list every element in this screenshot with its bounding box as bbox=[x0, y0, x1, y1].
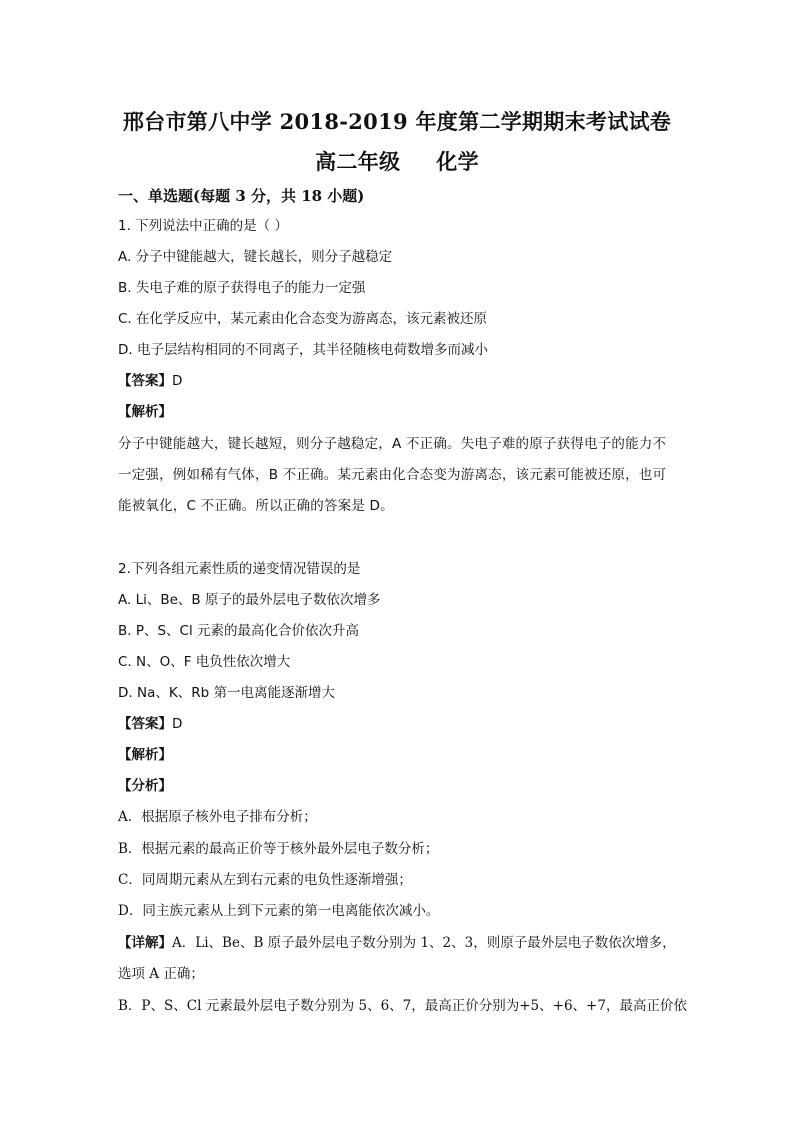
q2-fenxi-tag: 【分析】 bbox=[118, 778, 172, 794]
q2-answer bbox=[118, 715, 182, 733]
q2-fenxi-line-2: B．根据元素的最高正价等于核外最外层电子数分析； bbox=[118, 841, 439, 857]
exam-subtitle bbox=[0, 146, 794, 176]
q1-option-b: B. 失电子难的原子获得电子的能力一定强 bbox=[118, 280, 366, 296]
q2-detail-tag: 【详解】 bbox=[118, 935, 172, 951]
section-heading: 一、单选题(每题 3 分，共 18 小题) bbox=[118, 187, 365, 205]
q2-option-d: D. Na、K、Rb 第一电离能逐渐增大 bbox=[118, 685, 335, 701]
q1-analysis-line-1: 分子中键能越大，键长越短，则分子越稳定，A 不正确。失电子难的原子获得电子的能力不 bbox=[118, 436, 667, 452]
q2-detail-line-2: 选项 A 正确； bbox=[118, 966, 204, 982]
q2-fenxi-line-1: A．根据原子核外电子排布分析； bbox=[118, 809, 317, 825]
exam-title: 邢台市第八中学 2018-2019 年度第二学期期末考试试卷 bbox=[122, 109, 672, 134]
grade-label: 高二年级 bbox=[315, 149, 401, 174]
q1-answer bbox=[118, 372, 182, 390]
q2-detail-line-3: B．P、S、Cl 元素最外层电子数分别为 5、6、7，最高正价分别为+5、+6、+7，最高正价依 bbox=[118, 998, 687, 1014]
q2-option-a: A. Li、Be、B 原子的最外层电子数依次增多 bbox=[118, 592, 381, 608]
q2-detail-text-1: A．Li、Be、B 原子最外层电子数分别为 1、2、3，则原子最外层电子数依次增多， bbox=[172, 935, 676, 951]
q2-option-c: C. N、O、F 电负性依次增大 bbox=[118, 654, 291, 670]
subject-label: 化学 bbox=[436, 149, 479, 174]
q2-answer-value: D bbox=[172, 716, 183, 732]
q2-fenxi-line-3: C．同周期元素从左到右元素的电负性逐渐增强； bbox=[118, 872, 412, 888]
q2-detail-line-1 bbox=[118, 934, 676, 952]
q2-option-b: B. P、S、Cl 元素的最高化合价依次升高 bbox=[118, 623, 360, 639]
q1-analysis-tag: 【解析】 bbox=[118, 404, 172, 420]
q1-analysis-line-2: 一定强，例如稀有气体，B 不正确。某元素由化合态变为游离态，该元素可能被还原，也可 bbox=[118, 467, 667, 483]
q2-fenxi-line-4: D．同主族元素从上到下元素的第一电离能依次减小。 bbox=[118, 903, 440, 919]
q1-option-c: C. 在化学反应中，某元素由化合态变为游离态，该元素被还原 bbox=[118, 311, 488, 327]
q1-answer-value: D bbox=[172, 373, 183, 389]
q1-option-a: A. 分子中键能越大，键长越长，则分子越稳定 bbox=[118, 249, 393, 265]
q2-stem: 2.下列各组元素性质的递变情况错误的是 bbox=[118, 561, 361, 577]
q1-answer-tag: 【答案】 bbox=[118, 373, 172, 389]
q1-stem: 1. 下列说法中正确的是（ ） bbox=[118, 218, 288, 234]
q1-analysis-line-3: 能被氧化，C 不正确。所以正确的答案是 D。 bbox=[118, 498, 394, 514]
q2-analysis-tag: 【解析】 bbox=[118, 747, 172, 763]
q1-option-d: D. 电子层结构相同的不同离子，其半径随核电荷数增多而减小 bbox=[118, 342, 488, 358]
q2-answer-tag: 【答案】 bbox=[118, 716, 172, 732]
